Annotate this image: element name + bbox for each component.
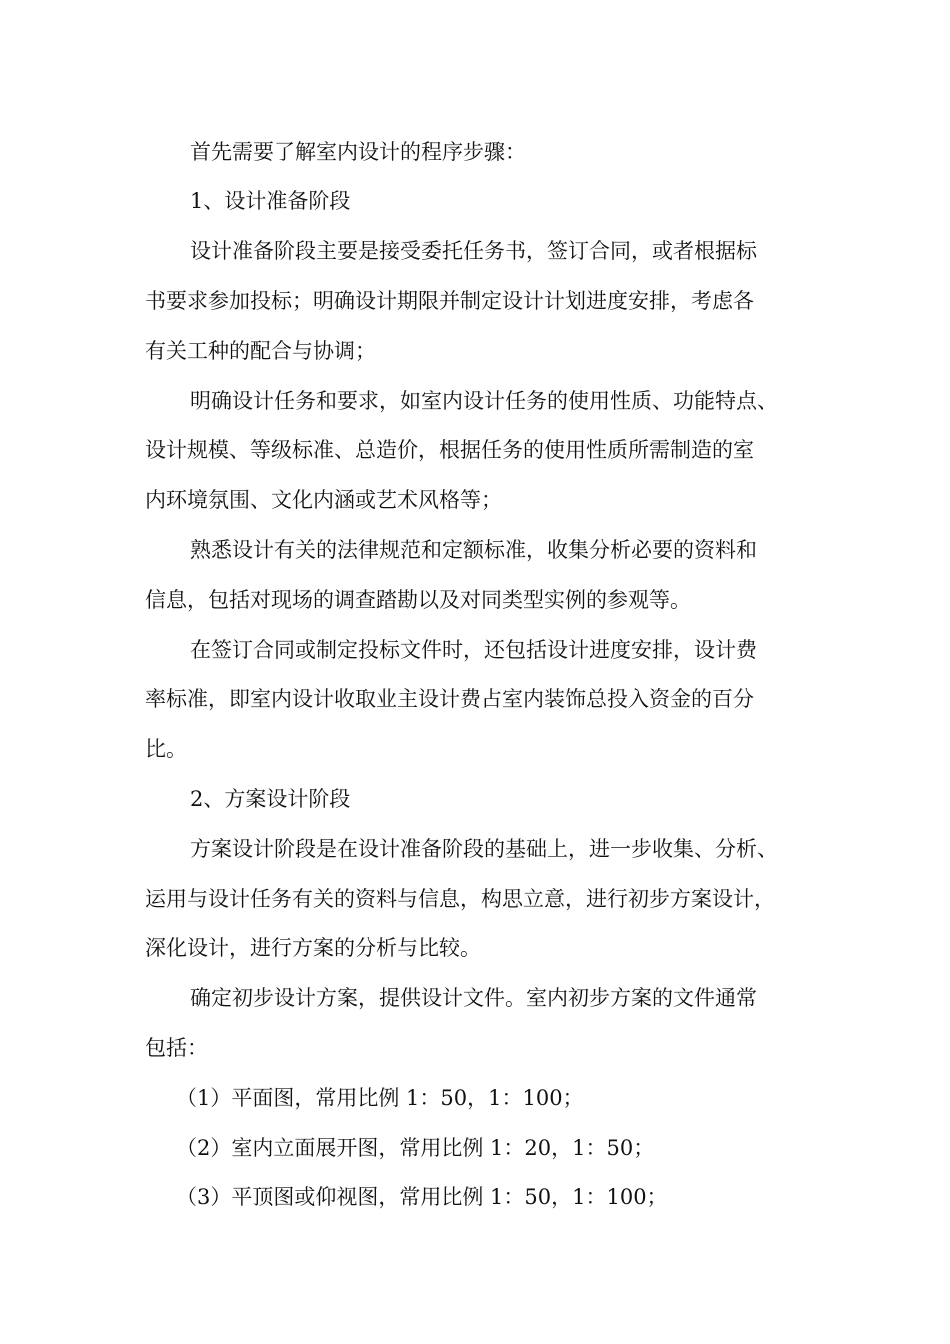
s1-p4-line-2 [0,684,950,714]
list-item-text: （2）室内立面展开图，常用比例 1：20，1：50； [176,1136,655,1160]
list-item-1 [0,1083,950,1113]
paragraph-line: 明确设计任务和要求，如室内设计任务的使用性质、功能特点、 [190,389,778,413]
s2-p1-line-1 [0,834,950,864]
paragraph-line: 在签订合同或制定投标文件时，还包括设计进度安排，设计费 [190,638,757,662]
s1-p4-line-1 [0,635,950,665]
s1-p4-line-3 [0,734,950,764]
s1-p2-line-1 [0,386,950,416]
paragraph-line: 包括： [145,1036,208,1060]
paragraph-line: 有关工种的配合与协调； [145,339,376,363]
s2-p2-line-2 [0,1033,950,1063]
paragraph-line: 内环境氛围、文化内涵或艺术风格等； [145,488,502,512]
paragraph-line: 书要求参加投标；明确设计期限并制定设计计划进度安排，考虑各 [145,289,754,313]
s2-p1-line-2 [0,884,950,914]
list-item-text: （3）平顶图或仰视图，常用比例 1：50，1：100； [176,1185,668,1209]
paragraph-line: 运用与设计任务有关的资料与信息，构思立意，进行初步方案设计， [145,887,775,911]
s2-p1-line-3 [0,933,950,963]
list-item-3 [0,1182,950,1212]
intro-text: 首先需要了解室内设计的程序步骤： [190,140,526,164]
paragraph-line: 深化设计，进行方案的分析与比较。 [145,936,481,960]
s1-p3-line-1 [0,535,950,565]
paragraph-line: 设计规模、等级标准、总造价，根据任务的使用性质所需制造的室 [145,438,754,462]
paragraph-line: 熟悉设计有关的法律规范和定额标准，收集分析必要的资料和 [190,538,757,562]
section-1-heading [0,186,950,216]
s1-p1-line-2 [0,286,950,316]
s1-p2-line-2 [0,435,950,465]
intro-line [0,137,950,167]
list-item-text: （1）平面图，常用比例 1：50，1：100； [176,1086,584,1110]
paragraph-line: 设计准备阶段主要是接受委托任务书，签订合同，或者根据标 [190,239,757,263]
list-item-2 [0,1133,950,1163]
s1-p3-line-2 [0,585,950,615]
s1-p1-line-3 [0,336,950,366]
section-2-heading [0,784,950,814]
paragraph-line: 率标准，即室内设计收取业主设计费占室内装饰总投入资金的百分 [145,687,754,711]
s1-p2-line-3 [0,485,950,515]
paragraph-line: 比。 [145,737,187,761]
section-2-heading-text: 2、方案设计阶段 [190,787,351,811]
section-1-heading-text: 1、设计准备阶段 [190,189,351,213]
s1-p1-line-1 [0,236,950,266]
paragraph-line: 方案设计阶段是在设计准备阶段的基础上，进一步收集、分析、 [190,837,778,861]
s2-p2-line-1 [0,983,950,1013]
paragraph-line: 确定初步设计方案，提供设计文件。室内初步方案的文件通常 [190,986,757,1010]
paragraph-line: 信息，包括对现场的调查踏勘以及对同类型实例的参观等。 [145,588,691,612]
